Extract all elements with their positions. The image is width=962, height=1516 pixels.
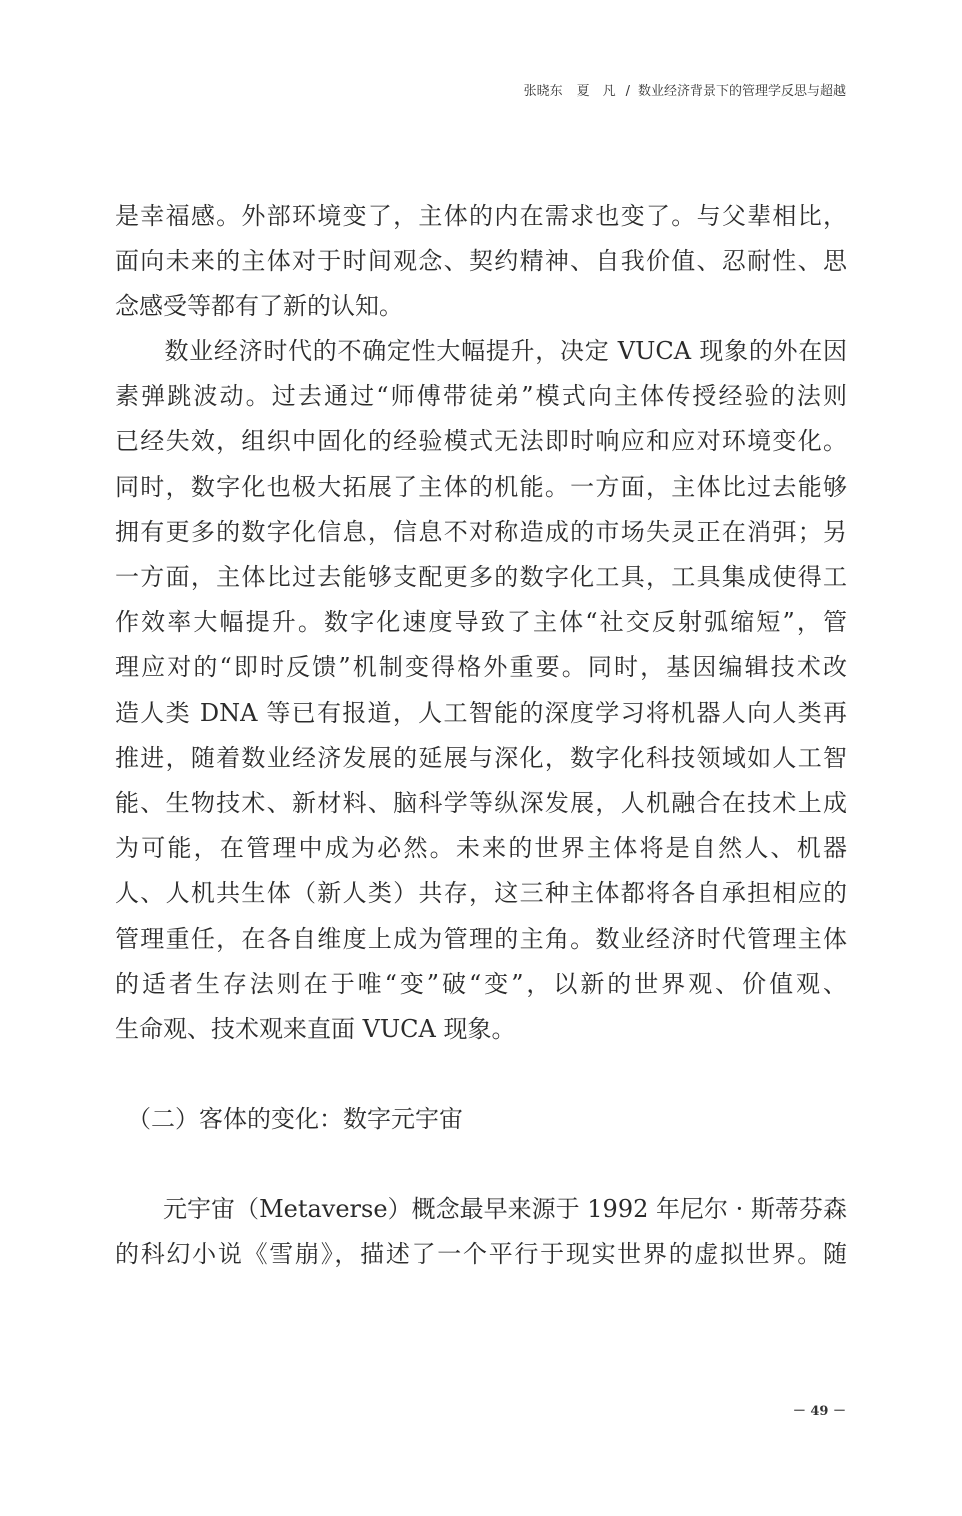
body-line: 拥有更多的数字化信息，信息不对称造成的市场失灵正在消弭；另 xyxy=(115,518,847,546)
header-author-2: 夏 凡 xyxy=(576,84,616,99)
body-line: 数业经济时代的不确定性大幅提升，决定 VUCA 现象的外在因 xyxy=(115,337,847,365)
header-separator: / xyxy=(625,84,630,99)
body-line: 造人类 DNA 等已有报道，人工智能的深度学习将机器人向人类再 xyxy=(115,699,847,727)
section-heading: （二）客体的变化：数字元宇宙 xyxy=(115,1105,463,1133)
running-header xyxy=(524,80,846,99)
body-line: 同时，数字化也极大拓展了主体的机能。一方面，主体比过去能够 xyxy=(115,473,847,501)
body-line: 生命观、技术观来直面 VUCA 现象。 xyxy=(115,1015,516,1043)
body-line: 元宇宙（Metaverse）概念最早来源于 1992 年尼尔 · 斯蒂芬森 xyxy=(115,1195,847,1223)
body-line: 的科幻小说《雪崩》，描述了一个平行于现实世界的虚拟世界。随 xyxy=(115,1240,847,1268)
body-line: 为可能，在管理中成为必然。未来的世界主体将是自然人、机器 xyxy=(115,834,847,862)
body-line: 面向未来的主体对于时间观念、契约精神、自我价值、忍耐性、思 xyxy=(115,247,847,275)
body-line: 一方面，主体比过去能够支配更多的数字化工具，工具集成使得工 xyxy=(115,563,847,591)
body-line: 人、人机共生体（新人类）共存，这三种主体都将各自承担相应的 xyxy=(115,879,847,907)
body-line: 念感受等都有了新的认知。 xyxy=(115,292,403,320)
body-line: 的适者生存法则在于唯“变”破“变”，以新的世界观、价值观、 xyxy=(115,970,847,998)
page-number: － 49 － xyxy=(792,1404,846,1419)
body-line: 素弹跳波动。过去通过“师傅带徒弟”模式向主体传授经验的法则 xyxy=(115,382,847,410)
body-line: 理应对的“即时反馈”机制变得格外重要。同时，基因编辑技术改 xyxy=(115,653,847,681)
body-line: 能、生物技术、新材料、脑科学等纵深发展，人机融合在技术上成 xyxy=(115,789,847,817)
body-line: 推进，随着数业经济发展的延展与深化，数字化科技领域如人工智 xyxy=(115,744,847,772)
body-line: 作效率大幅提升。数字化速度导致了主体“社交反射弧缩短”，管 xyxy=(115,608,847,636)
body-line: 管理重任，在各自维度上成为管理的主角。数业经济时代管理主体 xyxy=(115,925,847,953)
header-article-title: 数业经济背景下的管理学反思与超越 xyxy=(637,84,846,99)
body-line: 是幸福感。外部环境变了，主体的内在需求也变了。与父辈相比， xyxy=(115,202,847,230)
body-line: 已经失效，组织中固化的经验模式无法即时响应和应对环境变化。 xyxy=(115,427,847,455)
header-author-1: 张晓东 xyxy=(523,84,563,99)
